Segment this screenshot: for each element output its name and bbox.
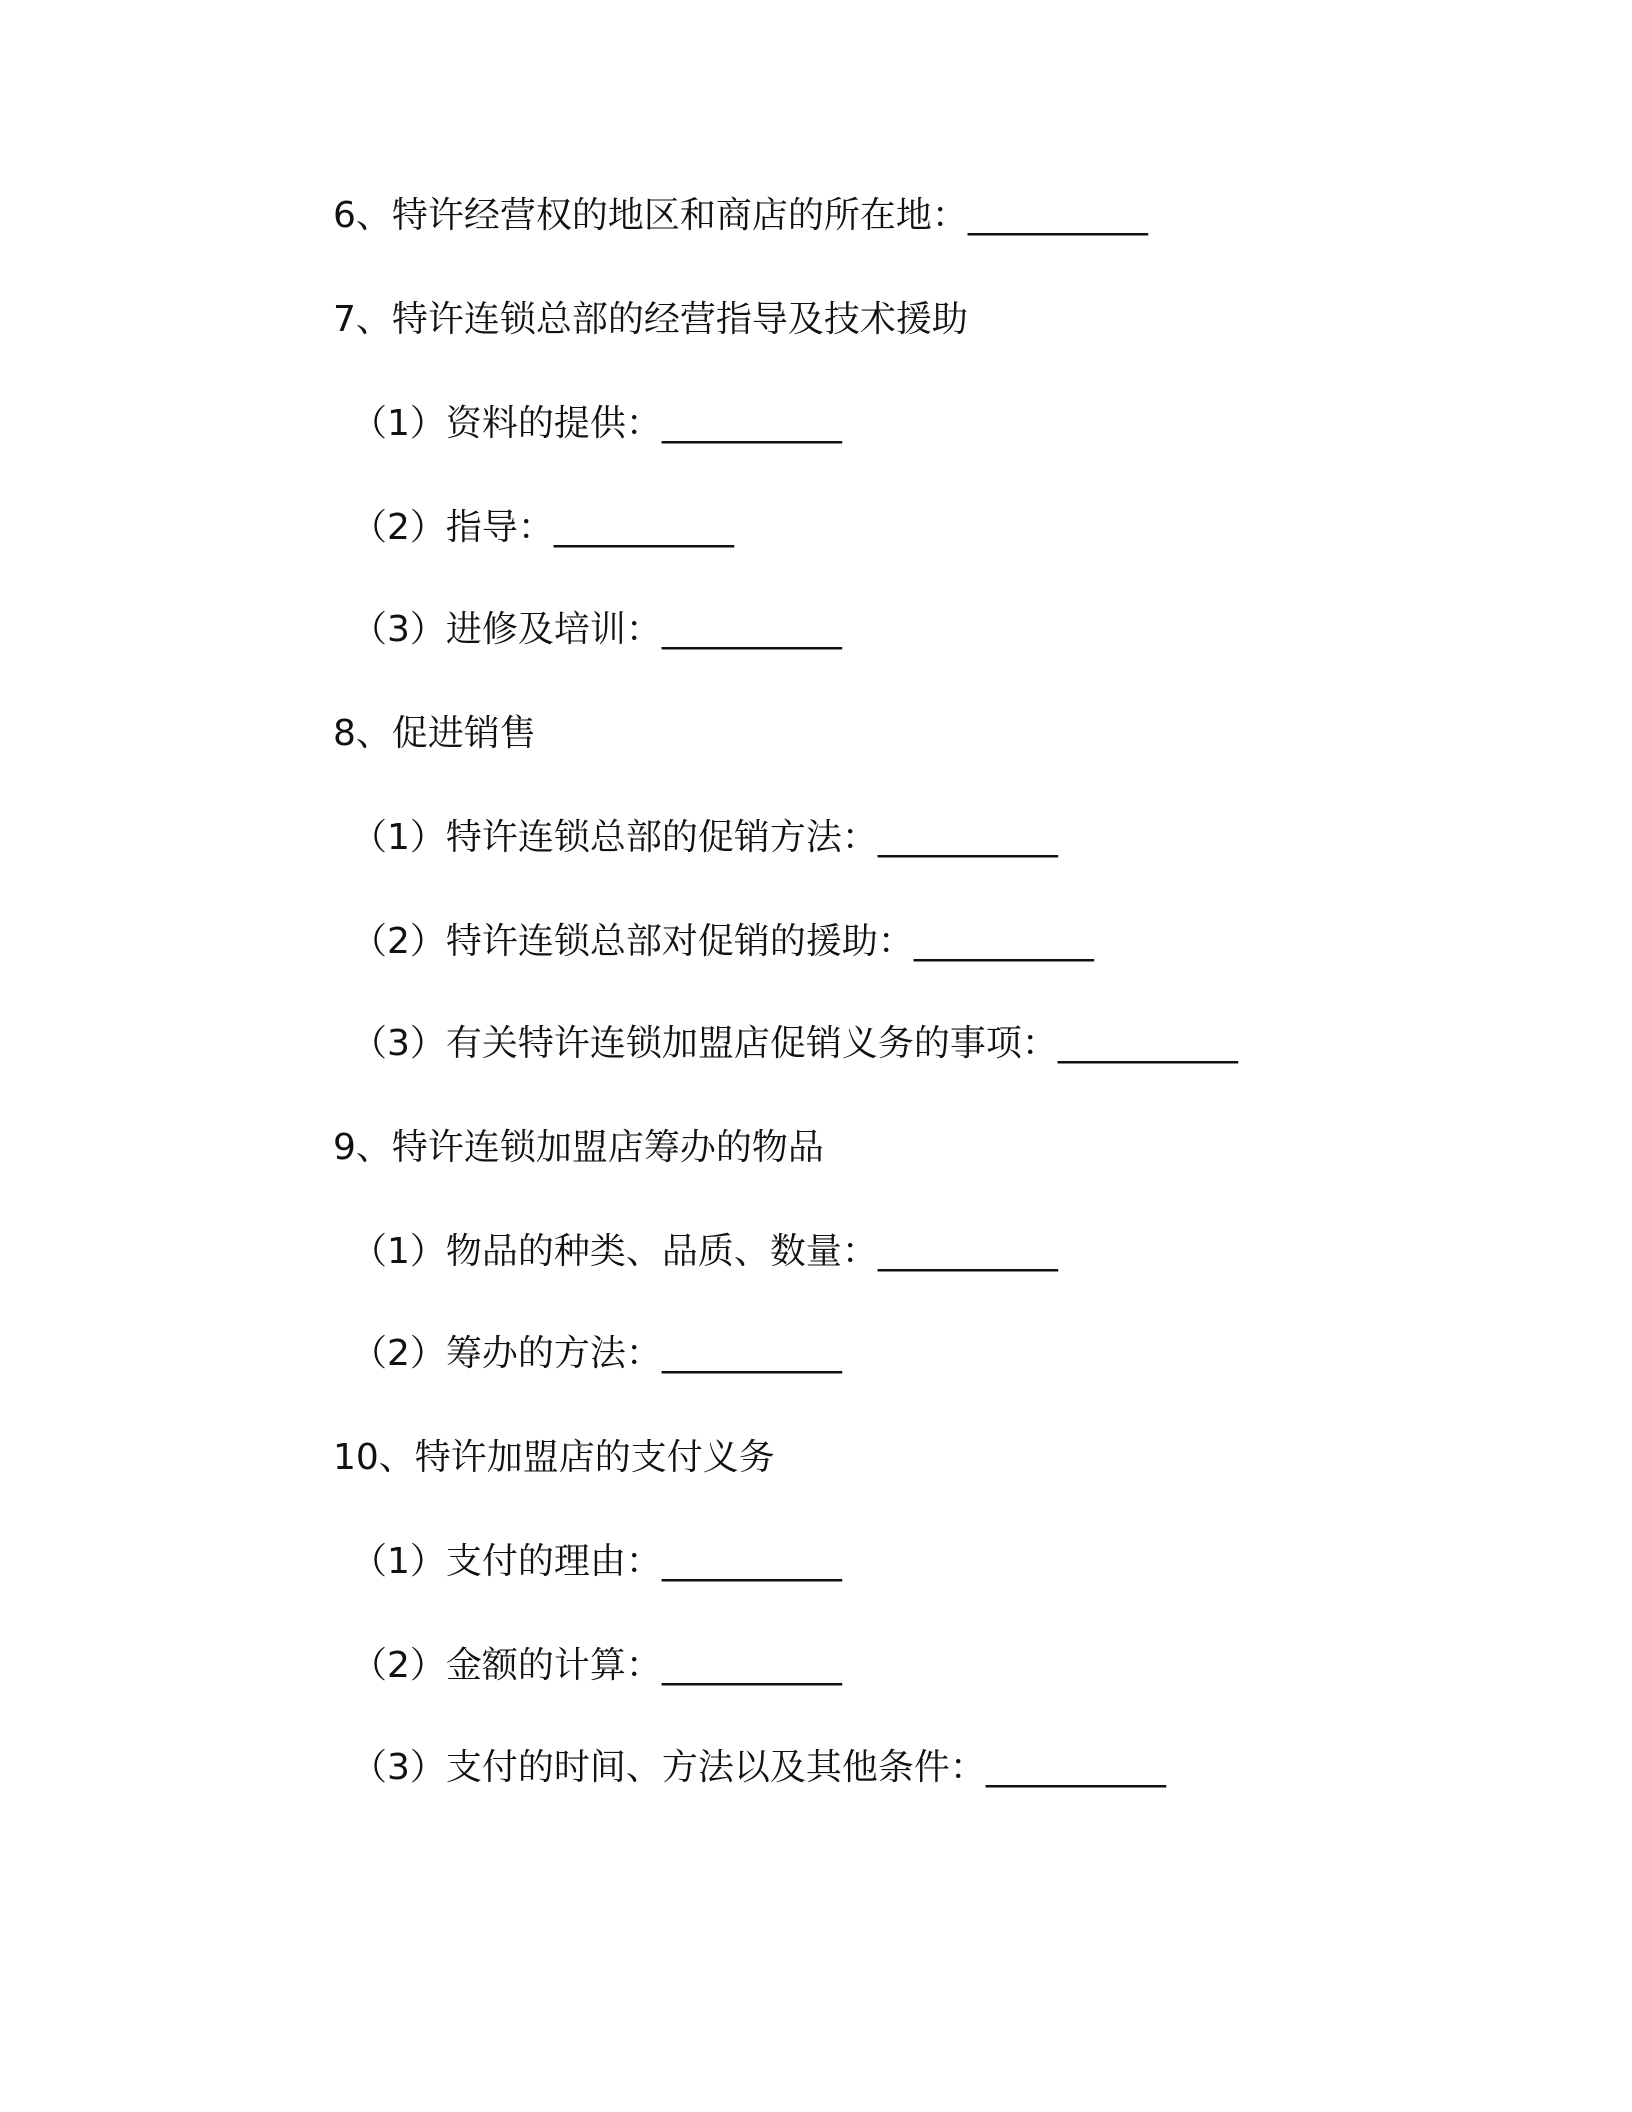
clause-9-heading: 9、特许连锁加盟店筹办的物品 (333, 1127, 824, 1168)
clause-9-item-1-goods-types: （1）物品的种类、品质、数量：__________ (351, 1231, 1058, 1272)
clause-8-item-3-promotion-duty: （3）有关特许连锁加盟店促销义务的事项：__________ (351, 1023, 1238, 1064)
clause-7-item-2-guidance: （2）指导：__________ (351, 507, 734, 548)
clause-10-item-2-amount-calc: （2）金额的计算：__________ (351, 1645, 842, 1686)
clause-10-heading: 10、特许加盟店的支付义务 (333, 1437, 775, 1478)
clause-7-item-3-training: （3）进修及培训：__________ (351, 609, 842, 650)
clause-9-item-2-procurement-method: （2）筹办的方法：__________ (351, 1333, 842, 1374)
clause-10-item-3-payment-terms: （3）支付的时间、方法以及其他条件：__________ (351, 1747, 1166, 1788)
clause-7-heading: 7、特许连锁总部的经营指导及技术援助 (333, 299, 968, 340)
clause-6-franchise-territory: 6、特许经营权的地区和商店的所在地：__________ (333, 195, 1148, 236)
clause-8-item-2-promotion-support: （2）特许连锁总部对促销的援助：__________ (351, 921, 1094, 962)
clause-8-item-1-promotion-method: （1）特许连锁总部的促销方法：__________ (351, 817, 1058, 858)
clause-7-item-1-materials: （1）资料的提供：__________ (351, 403, 842, 444)
clause-8-heading: 8、促进销售 (333, 713, 536, 754)
clause-10-item-1-payment-reason: （1）支付的理由：__________ (351, 1541, 842, 1582)
